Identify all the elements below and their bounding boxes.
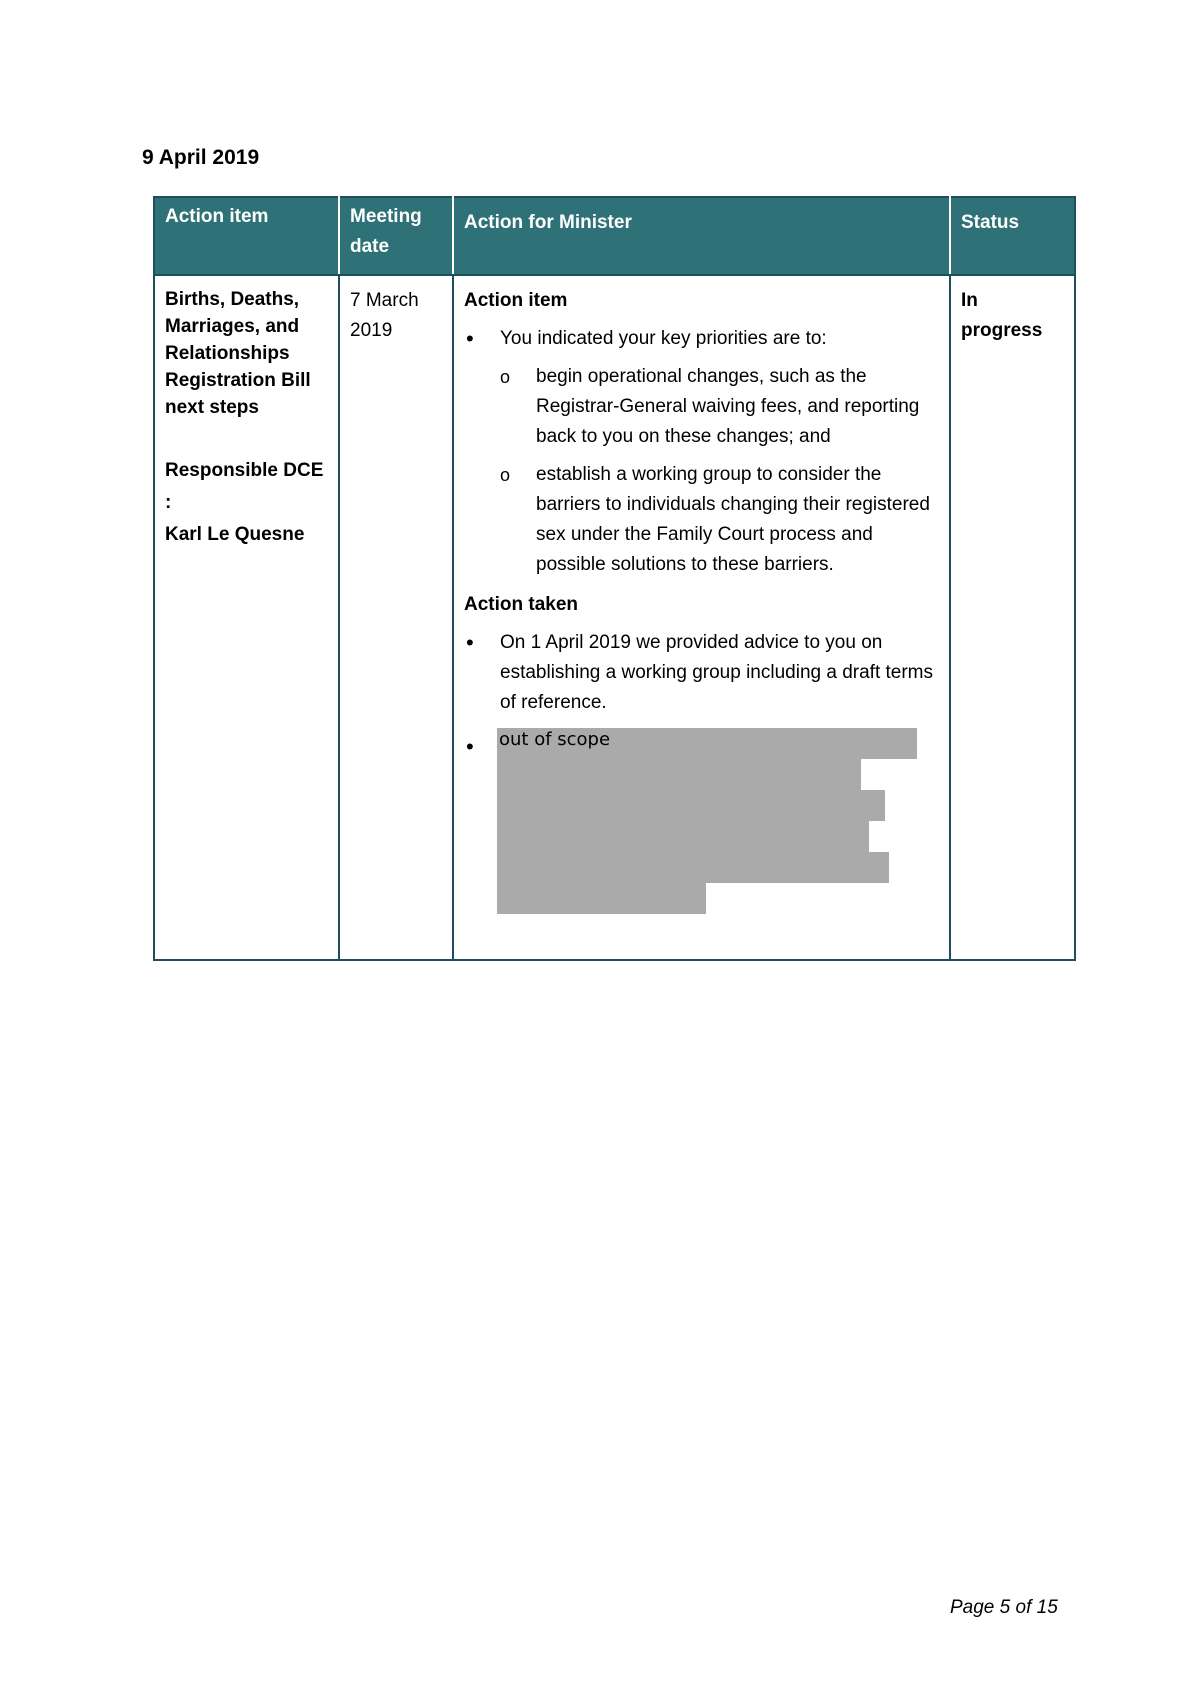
priorities-list [464, 324, 937, 580]
redaction-bar [497, 821, 869, 852]
action-table-wrapper [153, 196, 1074, 961]
action-table [153, 196, 1076, 961]
priorities-intro: You indicated your key priorities are to: [500, 328, 827, 349]
date-heading: 9 April 2019 [142, 146, 260, 169]
table-header-row [154, 197, 1075, 275]
responsible-label: Responsible DCE : [165, 460, 324, 513]
redaction-bar [497, 852, 889, 883]
redaction-bar [497, 883, 706, 914]
header-action-item: Action item [154, 197, 339, 275]
redaction-block [497, 728, 917, 914]
redaction-bar [497, 790, 885, 821]
action-taken-heading: Action taken [464, 594, 579, 615]
bullet-glyph: • [466, 734, 474, 759]
list-item: o establish a working group to consider the barriers to individuals changing their registered sex under the Family Court process and possible solutions to these barriers. [500, 460, 937, 580]
page-number: Page 5 of 15 [950, 1597, 1058, 1618]
meeting-date-cell: 7 March 2019 [339, 275, 453, 960]
list-item: o begin operational changes, such as the Registrar-General waiving fees, and reporting back to you on these changes; and [500, 362, 937, 452]
action-item-title: Births, Deaths, Marriages, and Relationships Registration Bill next steps [165, 289, 311, 418]
responsible-dce [165, 455, 328, 551]
header-action-for-minister: Action for Minister [453, 197, 950, 275]
redaction-label: out of scope [499, 729, 611, 750]
list-item: • On 1 April 2019 we provided advice to you on establishing a working group including a draft terms of reference. [464, 628, 937, 718]
action-for-minister-cell [453, 275, 950, 960]
header-status: Status [950, 197, 1075, 275]
header-meeting-date: Meeting date [339, 197, 453, 275]
redaction-bar [497, 759, 861, 790]
redacted-item [464, 728, 937, 918]
status-cell: In progress [950, 275, 1075, 960]
action-item-heading: Action item [464, 290, 568, 311]
table-row [154, 275, 1075, 960]
action-taken-list [464, 628, 937, 718]
responsible-name: Karl Le Quesne [165, 524, 305, 545]
priorities-sublist [500, 362, 937, 580]
list-item [464, 324, 937, 580]
action-item-cell [154, 275, 339, 960]
